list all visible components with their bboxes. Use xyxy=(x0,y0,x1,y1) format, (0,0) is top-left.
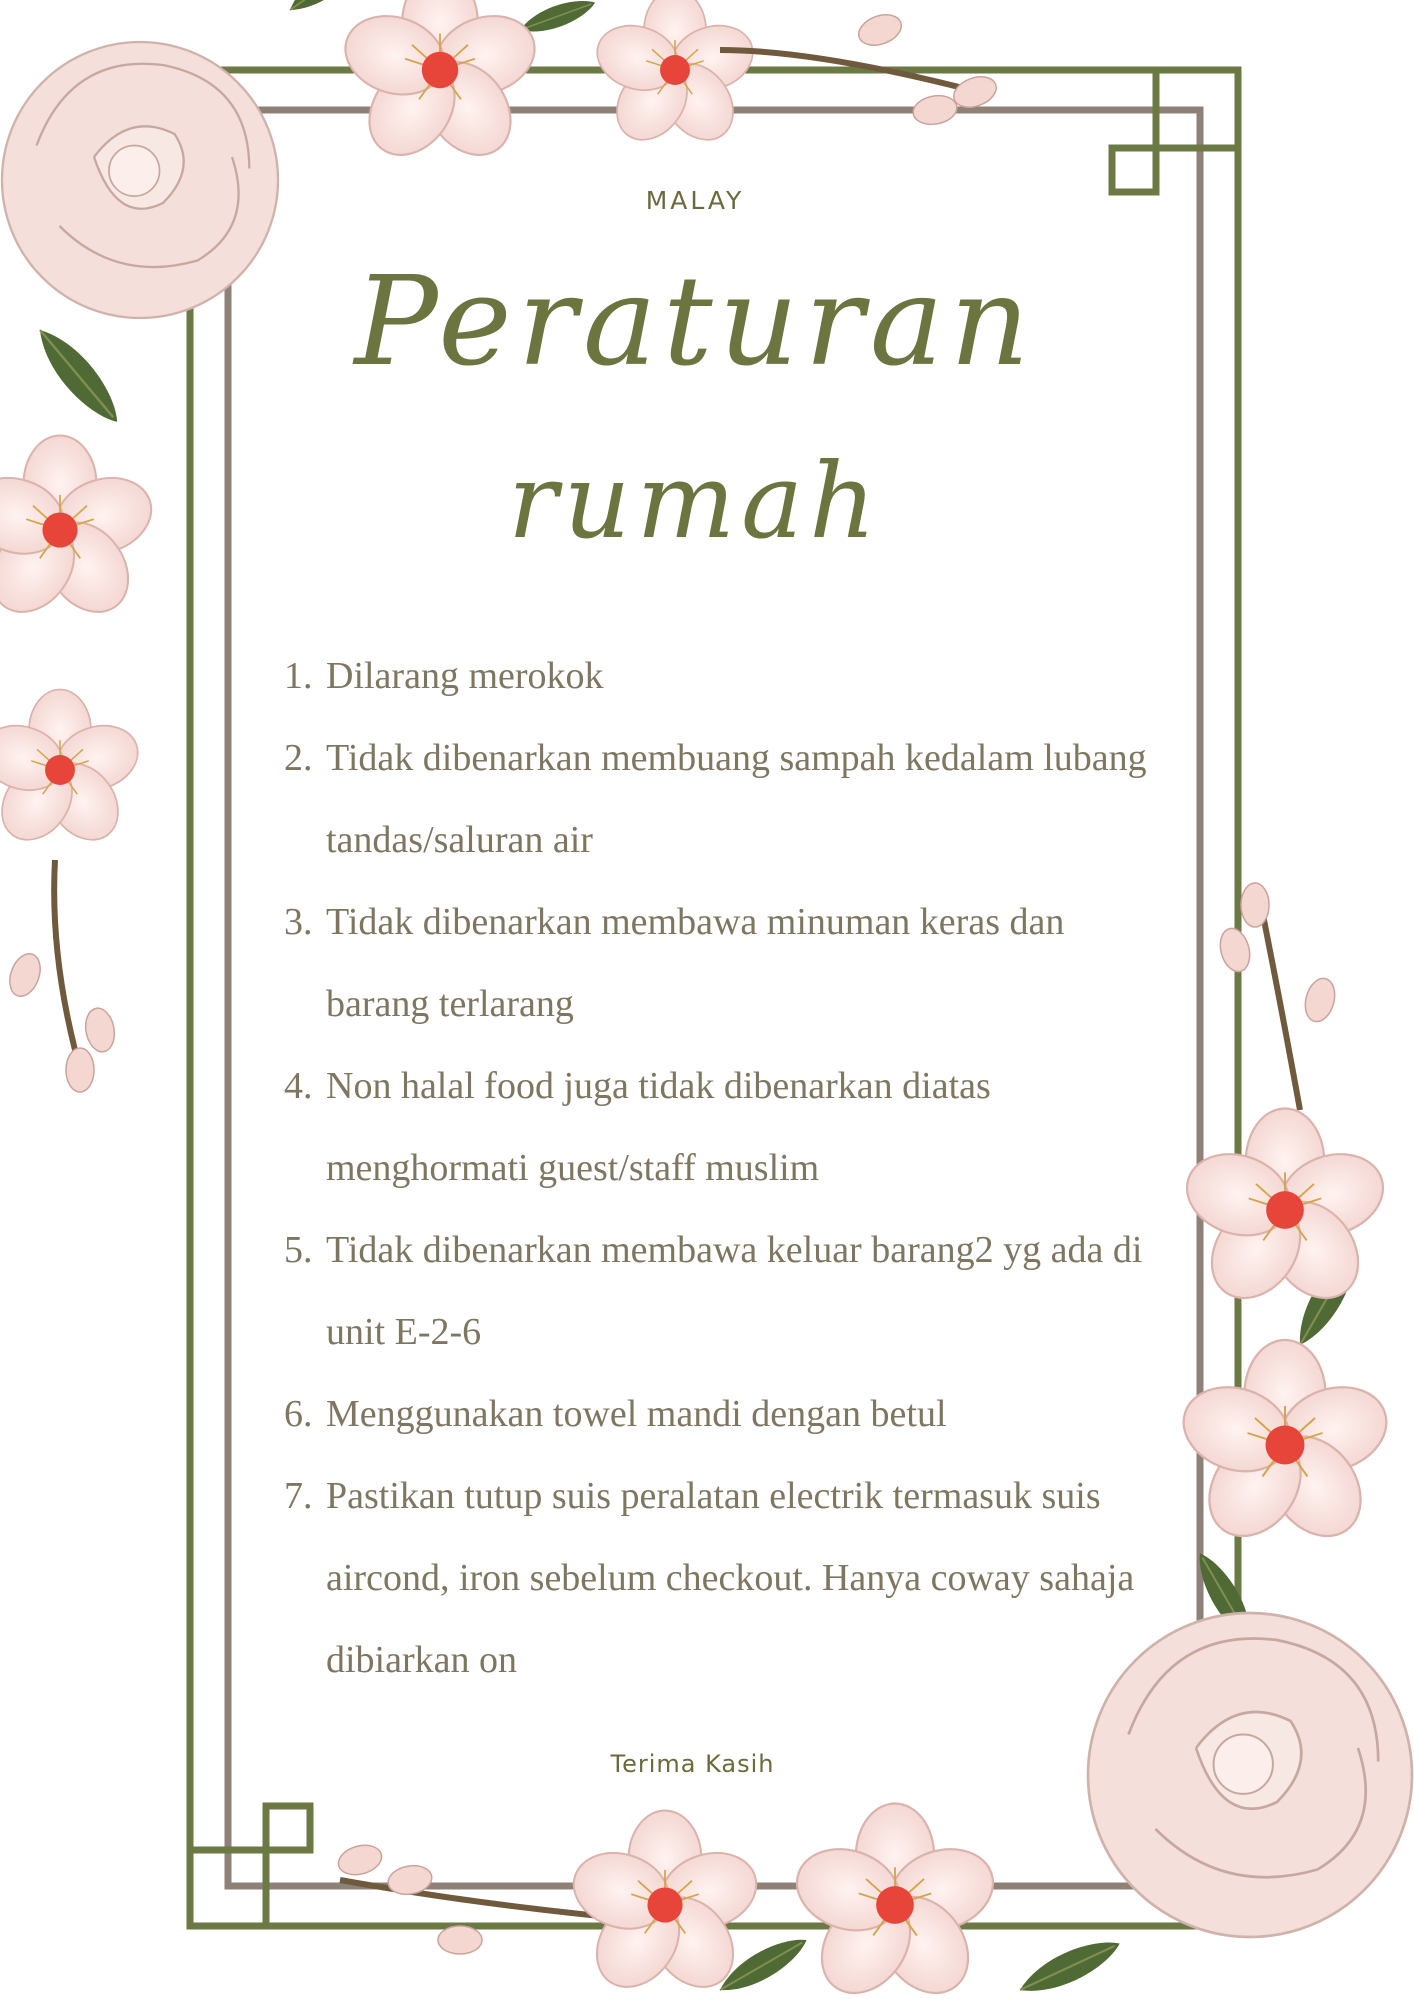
rule-item-6 xyxy=(284,1373,1164,1455)
rule-text: Tidak dibenarkan membawa minuman keras dan barang terlarang xyxy=(326,901,1065,1025)
rule-item-3 xyxy=(284,881,1164,1045)
rule-text: Non halal food juga tidak dibenarkan diatas menghormati guest/staff muslim xyxy=(326,1065,991,1189)
rule-text: Tidak dibenarkan membuang sampah kedalam lubang tandas/saluran air xyxy=(326,737,1147,861)
rule-item-7 xyxy=(284,1455,1164,1701)
rule-item-2 xyxy=(284,717,1164,881)
closing-thanks: Terima Kasih xyxy=(610,1750,775,1778)
floral-cluster-right xyxy=(1173,883,1398,1647)
rule-item-1 xyxy=(284,635,1164,717)
language-label: MALAY xyxy=(645,186,745,215)
page-title-line-2: rumah xyxy=(507,440,883,562)
rule-text: Pastikan tutup suis peralatan electrik termasuk suis aircond, iron sebelum checkout. Hanya coway sahaja dibiarkan on xyxy=(326,1475,1135,1681)
rule-number: 5. xyxy=(284,1229,313,1271)
rule-text: Tidak dibenarkan membawa keluar barang2 yg ada di unit E-2-6 xyxy=(326,1229,1143,1353)
page-title-line-1: Peraturan xyxy=(354,250,1036,394)
rule-number: 3. xyxy=(284,901,313,943)
rule-number: 2. xyxy=(284,737,313,779)
rules-list xyxy=(284,635,1164,1701)
rule-number: 6. xyxy=(284,1393,313,1435)
rule-text: Dilarang merokok xyxy=(326,655,604,697)
corner-ornament-bottom-left xyxy=(190,1806,310,1926)
rule-text: Menggunakan towel mandi dengan betul xyxy=(326,1393,947,1435)
rule-number: 7. xyxy=(284,1475,313,1517)
rule-item-5 xyxy=(284,1209,1164,1373)
corner-ornament-top-right xyxy=(1112,70,1238,192)
rule-number: 1. xyxy=(284,655,313,697)
rule-number: 4. xyxy=(284,1065,313,1107)
rule-item-4 xyxy=(284,1045,1164,1209)
